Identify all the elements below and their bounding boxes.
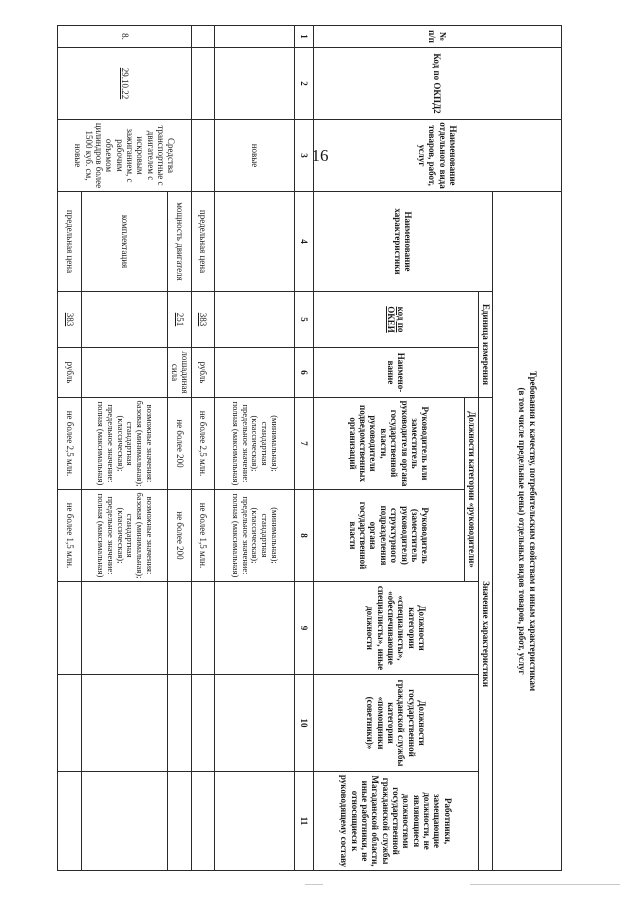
header-specialists: Должности категории «специалисты», «обеспечивающие специалисты», иные должности bbox=[313, 582, 479, 675]
characteristic-cell: предельная цена bbox=[58, 192, 82, 292]
divider bbox=[470, 884, 620, 885]
rotated-table-area bbox=[57, 25, 562, 870]
column-number: 10 bbox=[295, 675, 313, 772]
table-row bbox=[168, 26, 192, 871]
value-cell: (минимальная); стандартная (классическая); предельное значение: полная (максимальная) bbox=[214, 398, 295, 490]
okei-code-cell: 383 bbox=[58, 292, 82, 348]
header-characteristic-name: Наименование характеристики bbox=[313, 192, 493, 292]
column-number: 4 bbox=[295, 192, 313, 292]
value-cell: не более 2,5 млн. bbox=[192, 398, 214, 490]
okei-code-cell: 251 bbox=[168, 292, 192, 348]
item-number-cell: 8. bbox=[58, 26, 192, 48]
column-number: 6 bbox=[295, 348, 313, 398]
item-name-cell: новые bbox=[214, 120, 295, 192]
table-row bbox=[214, 26, 295, 871]
title-line-2: (в том числе предельные цены) отдельных видов товаров, работ, услуг bbox=[517, 387, 528, 675]
header-other-workers: Работники, замещающие должности, не являющиеся должностями государственной гражданской службы Магаданской области, иные работники, не относящиеся к руководящему составу bbox=[313, 772, 479, 871]
value-cell: возможные значения: базовая (минимальная); стандартная (классическая); предельное значение: полная (максимальная) bbox=[82, 398, 168, 490]
value-cell: (минимальная); стандартная (классическая); предельное значение: полная (максимальная) bbox=[214, 490, 295, 582]
column-number: 8 bbox=[295, 490, 313, 582]
item-name-cell: Средства транспортные с двигателем с искровым зажиганием, с рабочим объемом цилиндров более 1500 куб. см, новые bbox=[58, 120, 192, 192]
column-number: 1 bbox=[295, 26, 313, 48]
okei-code-cell: 383 bbox=[192, 292, 214, 348]
column-number: 7 bbox=[295, 398, 313, 490]
column-numbers-row bbox=[295, 26, 313, 871]
header-unit-group: Единица измерения bbox=[479, 292, 493, 398]
column-number: 9 bbox=[295, 582, 313, 675]
unit-cell: лошадиная сила bbox=[168, 348, 192, 398]
header-index: № п/п bbox=[313, 26, 561, 48]
header-title-row bbox=[493, 26, 562, 871]
header-requirements-title bbox=[493, 192, 562, 871]
characteristic-cell: комплектация bbox=[82, 192, 168, 292]
value-cell: не более 1,5 млн. bbox=[192, 490, 214, 582]
characteristics-table bbox=[57, 25, 562, 871]
value-cell: не более 200 bbox=[168, 490, 192, 582]
page-number: 16 bbox=[311, 146, 329, 165]
value-cell: возможные значения: базовая (минимальная); стандартная (классическая); предельное значение: полная (максимальная) bbox=[82, 490, 168, 582]
column-number: 3 bbox=[295, 120, 313, 192]
divider bbox=[305, 884, 323, 885]
item-code-cell: 29.10.22 bbox=[58, 48, 192, 120]
column-number: 11 bbox=[295, 772, 313, 871]
header-okpd2-code: Код по ОКПД2 bbox=[313, 48, 561, 120]
header-unit-name: Наимено-вание bbox=[313, 348, 479, 398]
unit-cell: рубль bbox=[192, 348, 214, 398]
footer-dashes bbox=[0, 880, 640, 890]
column-number: 5 bbox=[295, 292, 313, 348]
value-cell: не более 200 bbox=[168, 398, 192, 490]
title-line-1: Требования к качеству, потребительским свойствам и иным характеристикам bbox=[527, 371, 538, 692]
value-cell: не более 2,5 млн. bbox=[58, 398, 82, 490]
header-okei-code: код по ОКЕИ bbox=[313, 292, 479, 348]
header-assistants: Должности государственной гражданской службы категории «помощники (советники)» bbox=[313, 675, 479, 772]
characteristic-cell: предельная цена bbox=[192, 192, 214, 292]
header-head-of-division: Руководитель (заместитель руководителя) структурного подразделения органа государственной власти bbox=[313, 490, 465, 582]
header-item-name: Наименование отдельного вида товаров, работ, услуг bbox=[313, 120, 561, 192]
table-sheet bbox=[57, 25, 562, 870]
value-cell: не более 1,5 млн. bbox=[58, 490, 82, 582]
header-heads-group: Должности категории «руководители» bbox=[465, 398, 479, 582]
unit-cell: рубль bbox=[58, 348, 82, 398]
characteristic-cell: мощность двигателя bbox=[168, 192, 192, 292]
column-number: 2 bbox=[295, 48, 313, 120]
header-value-group: Значение характеристики bbox=[479, 398, 493, 871]
header-head-of-authority: Руководитель или заместитель руководителя органа государственной власти, руководители подведомственных организаций bbox=[313, 398, 465, 490]
table-row bbox=[192, 26, 214, 871]
